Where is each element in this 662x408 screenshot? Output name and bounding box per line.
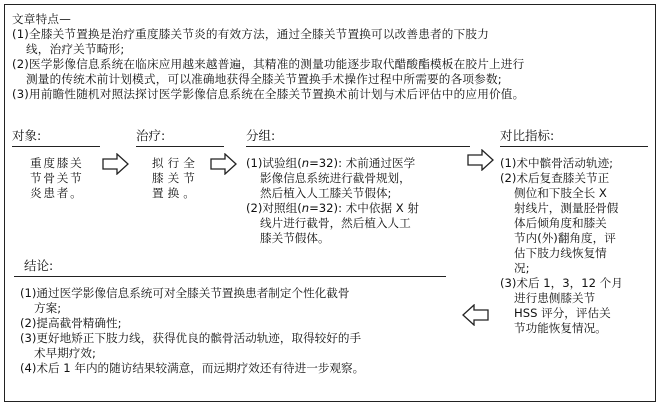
indicators-underline: [500, 146, 648, 147]
test-group-line-3: 然后植入人工膝关节假体;: [260, 186, 392, 200]
treatment-line-3: 置换。: [152, 186, 199, 200]
indicator-line-9: (3)术后 1，3，12 个月: [500, 276, 623, 290]
treatment-underline: [136, 146, 224, 147]
indicator-line-2: (2)术后复查膝关节正: [500, 171, 610, 185]
conclusion-line-2: 方案;: [34, 301, 62, 315]
feature-item-2-line-1: (2)医学影像信息系统在临床应用越来越普遍，其精准的测量功能逐步取代醋酸酯模板在胶片上进行: [12, 57, 525, 71]
subject-line-2: 节骨关节: [30, 171, 84, 185]
control-group-line-1: [246, 201, 476, 216]
arrow-right-icon: [209, 153, 239, 175]
control-group-line-2: 线片进行截骨，然后植入人工: [260, 216, 411, 230]
control-group-n: n: [301, 201, 310, 215]
indicators-header: 对比指标:: [500, 128, 555, 143]
indicator-line-11: HSS 评分，评估关: [514, 306, 611, 320]
groups-underline: [246, 146, 470, 147]
indicator-line-12: 节功能恢复情况。: [514, 321, 607, 335]
features-title-dash: —: [59, 12, 71, 26]
features-section: [12, 12, 652, 102]
features-title-text: 文章特点: [12, 12, 60, 26]
treatment-header: 治疗:: [136, 128, 166, 143]
control-group-prefix: (2)对照组(: [246, 201, 302, 215]
test-group-line-1: [246, 156, 476, 171]
conclusion-line-3: (2)提高截骨精确性;: [20, 316, 122, 330]
features-title: [12, 12, 652, 27]
test-group-line-2: 影像信息系统进行截骨规划，: [260, 171, 411, 185]
treatment-line-1: 拟行全: [152, 156, 199, 170]
feature-item-3-line-1: (3)用前瞻性随机对照法探讨医学影像信息系统在全膝关节置换术前计划与术后评估中的应用价值。: [12, 87, 525, 101]
indicator-line-7: 估下肢力线恢复情: [514, 246, 607, 260]
feature-item-1-line-1: (1)全膝关节置换是治疗重度膝关节炎的有效方法，通过全膝关节置换可以改善患者的下肢力: [12, 27, 489, 41]
test-group-n: n: [301, 156, 310, 170]
arrow-right-icon: [101, 153, 131, 175]
treatment-line-2: 膝关节: [152, 171, 199, 185]
conclusion-line-1: (1)通过医学影像信息系统可对全膝关节置换患者制定个性化截骨: [20, 286, 350, 300]
conclusion-line-6: (4)术后 1 年内的随访结果较满意，而远期疗效还有待进一步观察。: [20, 361, 365, 375]
conclusion-line-5: 术早期疗效;: [34, 346, 96, 360]
groups-header: 分组:: [246, 128, 276, 143]
arrow-left-icon: [460, 304, 490, 326]
indicator-line-4: 射线片，测量胫骨假: [514, 201, 619, 215]
feature-item-1-line-2: 线，治疗关节畸形;: [26, 42, 125, 56]
subject-box: [30, 156, 100, 201]
control-group-line-3: 膝关节假体。: [260, 231, 330, 245]
subject-header: 对象:: [12, 128, 42, 143]
indicator-line-8: 况;: [514, 261, 530, 275]
subject-line-1: 重度膝关: [30, 156, 84, 170]
indicator-line-6: 节内(外)翻角度，评: [514, 231, 616, 245]
groups-box: [246, 156, 476, 246]
indicator-line-1: (1)术中髌骨活动轨迹;: [500, 156, 614, 170]
indicator-line-5: 体后倾角度和膝关: [514, 216, 607, 230]
conclusion-header: 结论:: [24, 258, 54, 273]
control-group-text: =32): 术中依据 X 射: [309, 201, 419, 215]
indicators-box: [500, 156, 650, 336]
test-group-text: =32): 术前通过医学: [309, 156, 416, 170]
indicator-line-10: 进行患侧膝关节: [514, 291, 596, 305]
indicator-line-3: 侧位和下肢全长 X: [514, 186, 607, 200]
subject-line-3: 炎患者。: [30, 186, 84, 200]
conclusion-line-4: (3)更好地矫正下肢力线，获得优良的髌骨活动轨迹，取得较好的手: [20, 331, 362, 345]
arrow-right-icon: [466, 149, 496, 171]
test-group-prefix: (1)试验组(: [246, 156, 302, 170]
subject-underline: [12, 146, 100, 147]
conclusion-underline: [14, 276, 446, 277]
conclusion-box: [20, 286, 460, 376]
feature-item-2-line-2: 测量的传统术前计划模式，可以准确地获得全膝关节置换手术操作过程中所需要的各项参数;: [26, 72, 502, 86]
